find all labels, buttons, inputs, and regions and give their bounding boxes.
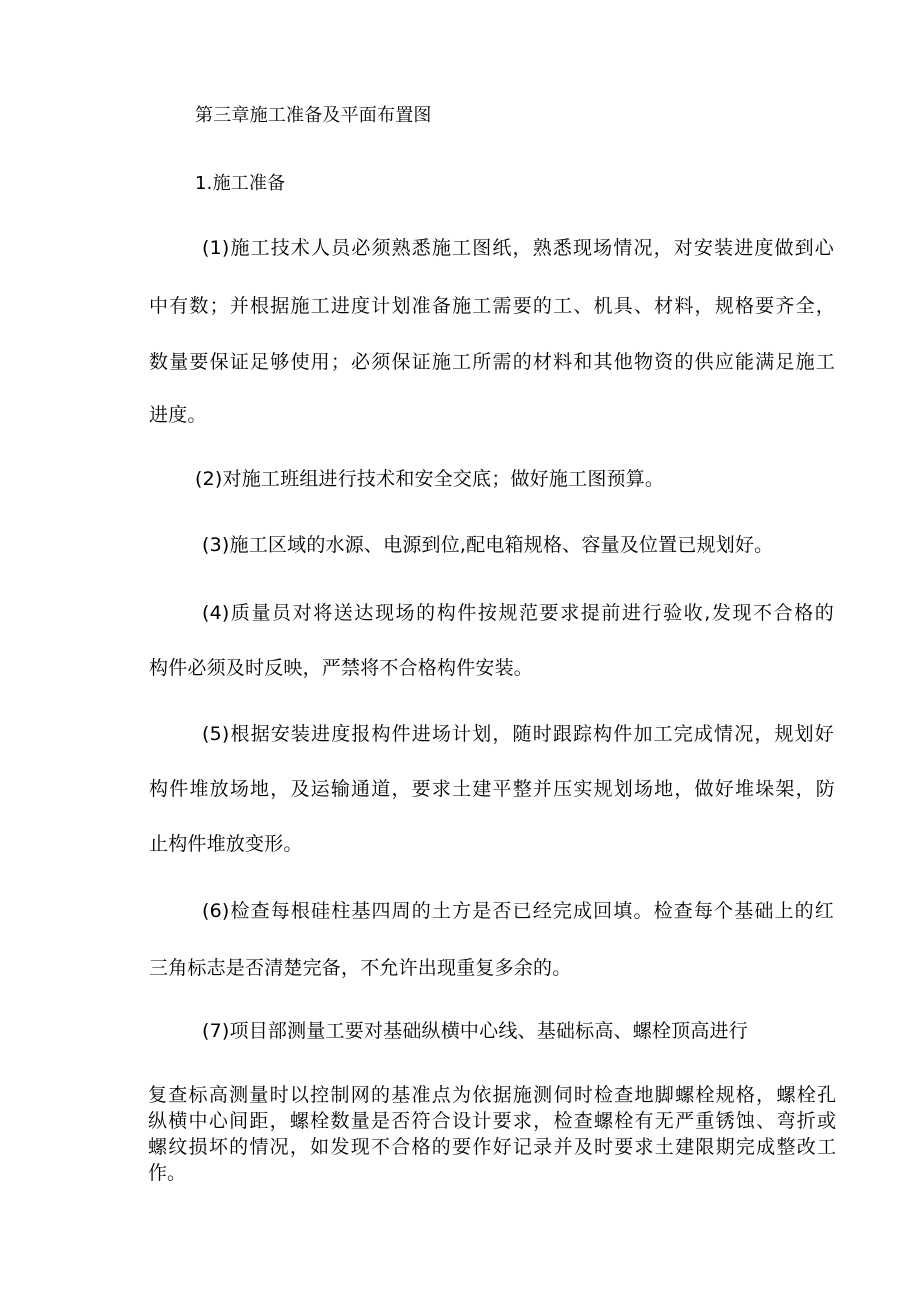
tail-line-1: 复查标高测量时以控制网的基准点为依据施测伺时检查地脚螺栓规格，螺栓孔 <box>148 1084 836 1106</box>
paragraph-2-line-1: (2)对施工班组进行技术和安全交底；做好施工图预算。 <box>195 468 665 490</box>
paragraph-6-line-2: 三角标志是否清楚完备，不允许出现重复多余的。 <box>149 957 572 979</box>
paragraph-5-line-2: 构件堆放场地，及运输通道，要求土建平整并压实规划场地，做好堆垛架，防 <box>149 778 835 800</box>
tail-line-2: 纵横中心间距，螺栓数量是否符合设计要求，检查螺栓有无严重锈蚀、弯折或 <box>148 1110 836 1132</box>
paragraph-4-line-2: 构件必须及时反映，严禁将不合格构件安装。 <box>149 657 534 679</box>
tail-line-4: 作。 <box>148 1162 187 1184</box>
paragraph-3-line-1: (3)施工区域的水源、电源到位,配电箱规格、容量及位置已规划好。 <box>202 534 774 556</box>
paragraph-1-line-2: 中有数；并根据施工进度计划准备施工需要的工、机具、材料，规格要齐全， <box>149 295 835 317</box>
paragraph-7-line-1: (7)项目部测量工要对基础纵横中心线、基础标高、螺栓顶高进行 <box>202 1020 748 1042</box>
tail-line-3: 螺纹损坏的情况，如发现不合格的要作好记录并及时要求土建限期完成整改工 <box>148 1136 836 1158</box>
paragraph-1-line-4: 进度。 <box>149 404 207 426</box>
paragraph-4-line-1: (4)质量员对将送达现场的构件按规范要求提前进行验收,发现不合格的 <box>202 602 834 624</box>
paragraph-1-line-3: 数量要保证足够使用；必须保证施工所需的材料和其他物资的供应能满足施工 <box>149 351 835 373</box>
paragraph-6-line-1: (6)检查每根硅柱基四周的土方是否已经完成回填。检查每个基础上的红 <box>202 900 834 922</box>
paragraph-5-line-1: (5)根据安装进度报构件进场计划，随时跟踪构件加工完成情况，规划好 <box>202 723 834 745</box>
paragraph-5-line-3: 止构件堆放变形。 <box>149 833 303 855</box>
tail-paragraph <box>148 1082 836 1186</box>
chapter-title: 第三章施工准备及平面布置图 <box>195 105 432 126</box>
section-title: 1.施工准备 <box>195 173 286 194</box>
paragraph-1-line-1: (1)施工技术人员必须熟悉施工图纸，熟悉现场情况，对安装进度做到心 <box>202 237 834 259</box>
